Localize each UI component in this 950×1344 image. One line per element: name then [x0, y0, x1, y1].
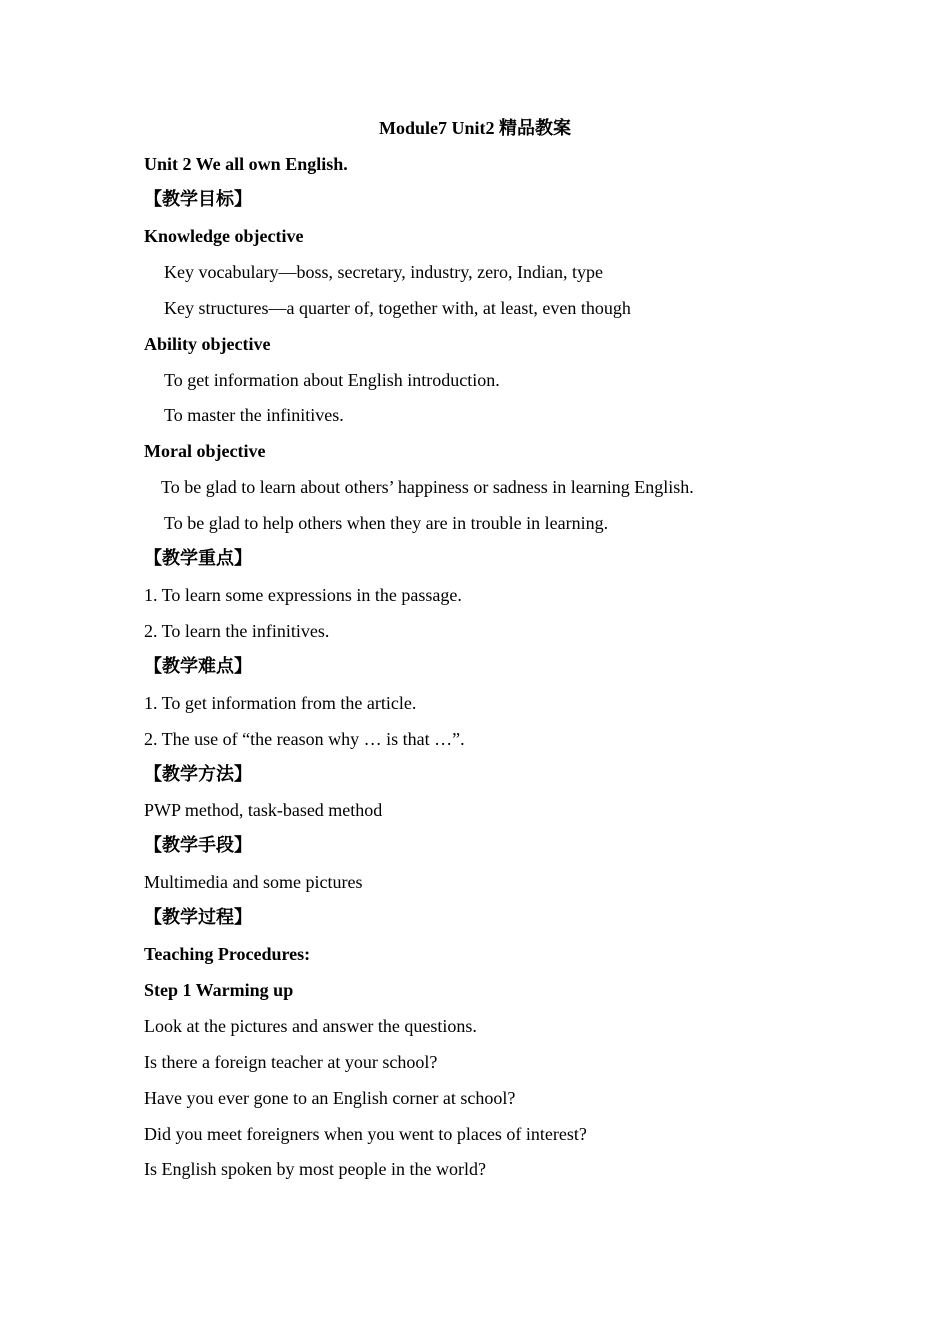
- step1-question-4: Is English spoken by most people in the world?: [144, 1159, 486, 1179]
- moral-item-1: To be glad to learn about others’ happiness or sadness in learning English.: [161, 477, 694, 497]
- ability-objective-heading: Ability objective: [144, 334, 271, 354]
- key-point-2: 2. To learn the infinitives.: [144, 621, 330, 641]
- procedures-heading: Teaching Procedures:: [144, 944, 311, 964]
- methods-text: PWP method, task-based method: [144, 800, 383, 820]
- knowledge-vocabulary: Key vocabulary—boss, secretary, industry, zero, Indian, type: [164, 262, 604, 282]
- step1-instruction: Look at the pictures and answer the questions.: [144, 1016, 477, 1036]
- difficulty-1: 1. To get information from the article.: [144, 693, 417, 713]
- section-header-methods: 【教学方法】: [144, 764, 252, 785]
- step1-heading: Step 1 Warming up: [144, 980, 294, 1000]
- section-header-process: 【教学过程】: [144, 907, 252, 928]
- page-title: Module7 Unit2 精品教案: [378, 118, 571, 138]
- knowledge-objective-heading: Knowledge objective: [144, 226, 304, 246]
- step1-question-3: Did you meet foreigners when you went to places of interest?: [144, 1124, 587, 1144]
- step1-question-2: Have you ever gone to an English corner at school?: [144, 1088, 516, 1108]
- ability-item-2: To master the infinitives.: [164, 405, 344, 425]
- step1-question-1: Is there a foreign teacher at your school?: [144, 1052, 438, 1072]
- difficulty-2: 2. The use of “the reason why … is that …”.: [144, 729, 465, 749]
- ability-item-1: To get information about English introduction.: [164, 370, 500, 390]
- unit-title: Unit 2 We all own English.: [144, 154, 348, 174]
- section-header-means: 【教学手段】: [144, 835, 252, 856]
- means-text: Multimedia and some pictures: [144, 872, 363, 892]
- section-header-difficulties: 【教学难点】: [144, 656, 252, 677]
- moral-item-2: To be glad to help others when they are in trouble in learning.: [164, 513, 609, 533]
- section-header-objectives: 【教学目标】: [144, 189, 252, 210]
- moral-objective-heading: Moral objective: [144, 441, 266, 461]
- knowledge-structures: Key structures—a quarter of, together with, at least, even though: [164, 298, 631, 318]
- section-header-key-points: 【教学重点】: [144, 548, 252, 569]
- key-point-1: 1. To learn some expressions in the passage.: [144, 585, 462, 605]
